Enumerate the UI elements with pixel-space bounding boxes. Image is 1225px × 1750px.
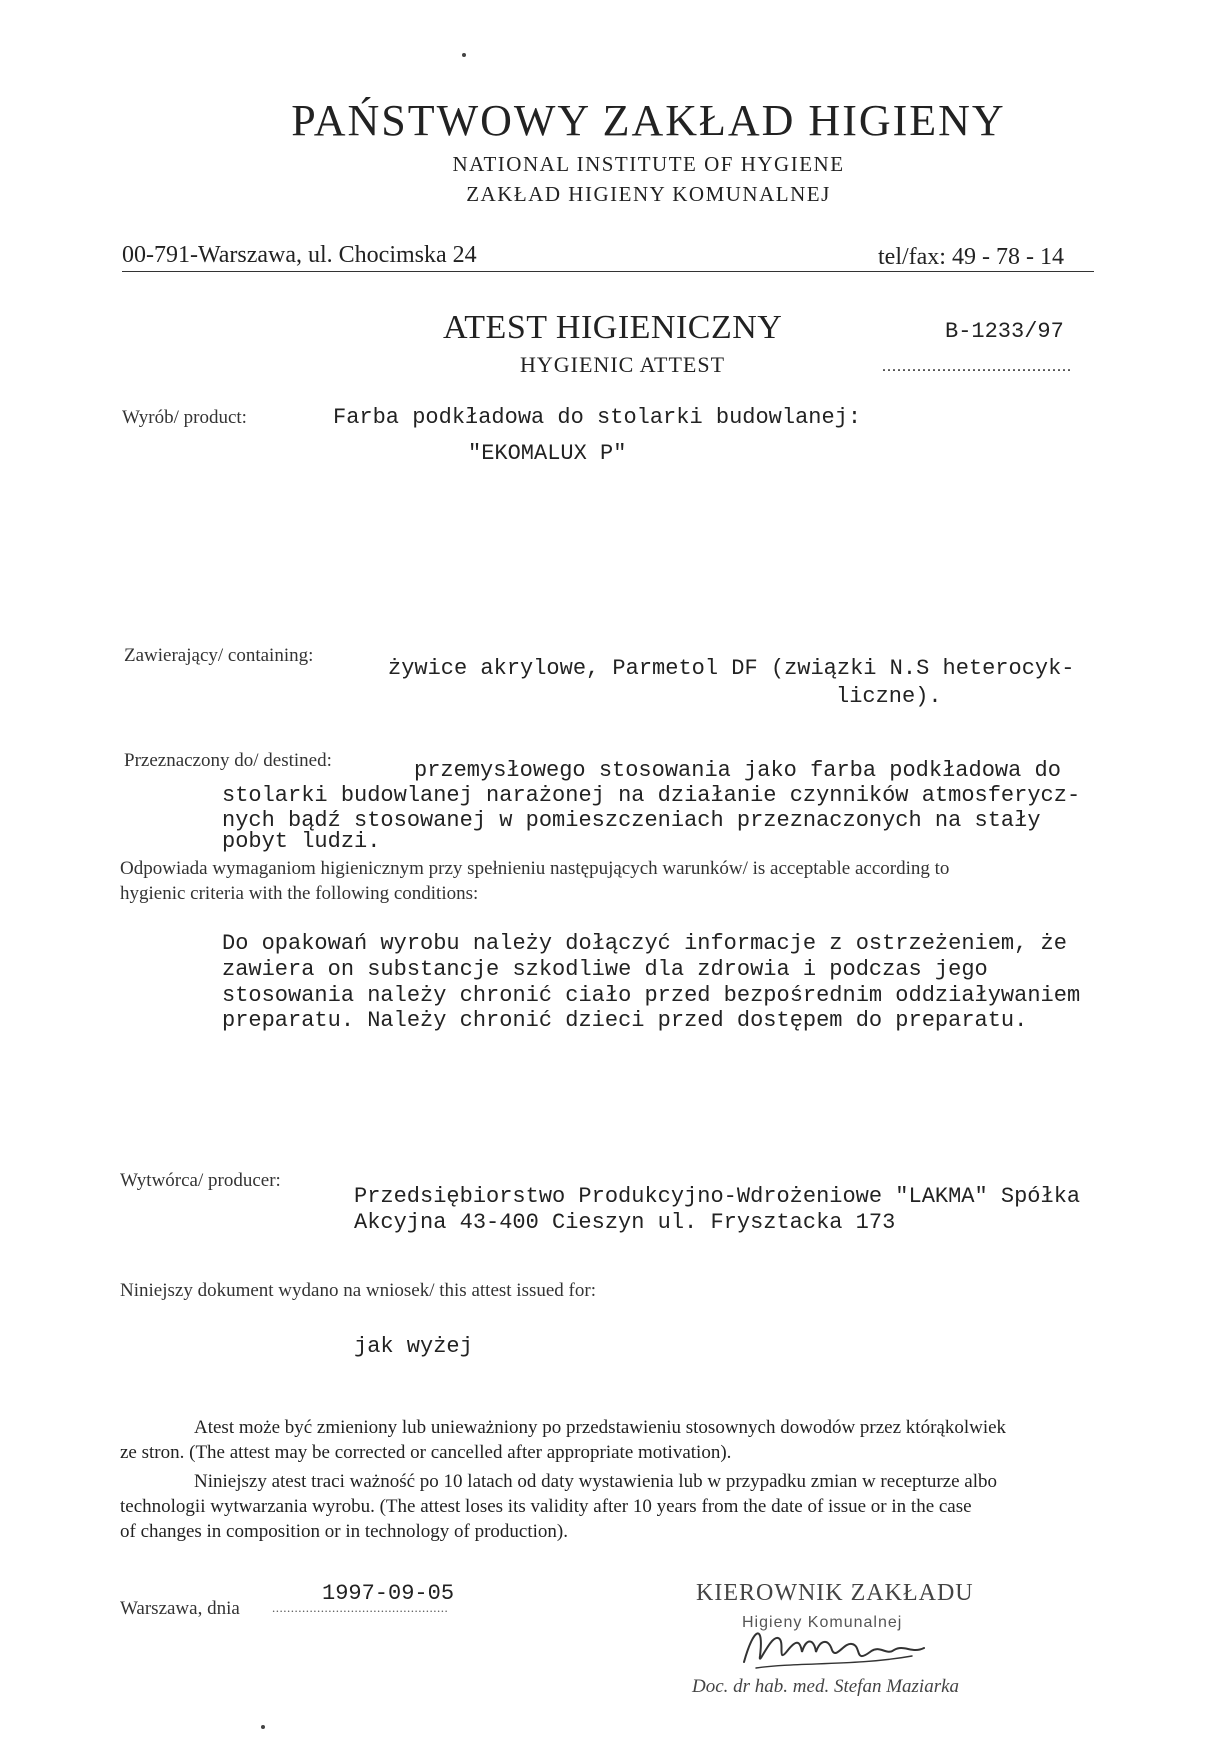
telfax: tel/fax: 49 - 78 - 14 — [878, 244, 1064, 270]
handwritten-signature — [736, 1616, 966, 1676]
note-line-4: technologii wytwarzania wyrobu. (The attest loses its validity after 10 years from the date of issue or in the case — [120, 1496, 972, 1517]
institute-name-en: NATIONAL INSTITUTE OF HYGIENE — [452, 152, 845, 176]
signatory-name: Doc. dr hab. med. Stefan Maziarka — [692, 1676, 960, 1697]
signature-title: KIEROWNIK ZAKŁADU — [696, 1580, 974, 1606]
conditions-intro-2: hygienic criteria with the following conditions: — [120, 883, 479, 904]
issued-value: jak wyżej — [354, 1334, 473, 1359]
header-rule — [122, 271, 1094, 272]
producer-line-1: Przedsiębiorstwo Produkcyjno-Wdrożeniowe "LAKMA" Spółka — [354, 1184, 1081, 1209]
containing-line-2: liczne). — [836, 684, 942, 709]
destined-line-1: przemysłowego stosowania jako farba podkładowa do — [414, 758, 1061, 783]
destined-label: Przeznaczony do/ destined: — [124, 750, 332, 771]
conditions-intro-1: Odpowiada wymaganiom higienicznym przy spełnieniu następujących warunków/ is acceptable according to — [120, 858, 950, 879]
attest-subtitle: HYGIENIC ATTEST — [520, 352, 726, 377]
issued-label: Niniejszy dokument wydano na wniosek/ this attest issued for: — [120, 1280, 596, 1301]
producer-label: Wytwórca/ producer: — [120, 1170, 281, 1191]
conditions-line-3: stosowania należy chronić ciało przed bezpośrednim oddziaływaniem — [222, 983, 1081, 1008]
conditions-line-4: preparatu. Należy chronić dzieci przed dostępem do preparatu. — [222, 1008, 1028, 1033]
scan-speck — [261, 1725, 265, 1729]
attest-title: ATEST HIGIENICZNY — [443, 309, 783, 346]
place-label: Warszawa, dnia — [120, 1598, 240, 1619]
product-line-1: Farba podkładowa do stolarki budowlanej: — [333, 405, 862, 430]
product-label: Wyrób/ product: — [122, 407, 247, 428]
attest-dotted-line: ...................................... — [882, 358, 1072, 375]
issue-date: 1997-09-05 — [322, 1581, 455, 1606]
note-line-3: Niniejszy atest traci ważność po 10 latach od daty wystawienia lub w przypadku zmian w recepturze albo — [194, 1471, 997, 1492]
destined-line-3: nych bądź stosowanej w pomieszczeniach przeznaczonych na stały — [222, 808, 1041, 833]
note-line-5: of changes in composition or in technology of production). — [120, 1521, 568, 1542]
note-line-1: Atest może być zmieniony lub unieważniony po przedstawieniu stosownych dowodów przez którąkolwiek — [194, 1417, 1007, 1438]
product-line-2: "EKOMALUX P" — [468, 441, 627, 466]
containing-label: Zawierający/ containing: — [124, 645, 314, 666]
containing-line-1: żywice akrylowe, Parmetol DF (związki N.S heterocyk- — [388, 656, 1075, 681]
scan-speck — [462, 53, 466, 57]
conditions-line-2: zawiera on substancje szkodliwe dla zdrowia i podczas jego — [222, 957, 988, 982]
producer-line-2: Akcyjna 43-400 Cieszyn ul. Frysztacka 173 — [354, 1210, 896, 1235]
conditions-line-1: Do opakowań wyrobu należy dołączyć informacje z ostrzeżeniem, że — [222, 931, 1067, 956]
destined-line-2: stolarki budowlanej narażonej na działanie czynników atmosferycz- — [222, 783, 1081, 808]
signature-unit: Higieny Komunalnej — [742, 1614, 903, 1631]
note-line-2: ze stron. (The attest may be corrected or cancelled after appropriate motivation). — [120, 1442, 732, 1463]
department-name: ZAKŁAD HIGIENY KOMUNALNEJ — [466, 182, 831, 206]
date-dotted-line: ............................................... — [272, 1600, 449, 1615]
institute-name-pl: PAŃSTWOWY ZAKŁAD HIGIENY — [291, 96, 1006, 145]
destined-line-4: pobyt ludzi. — [222, 829, 381, 854]
attest-number: B-1233/97 — [945, 319, 1064, 344]
address: 00-791-Warszawa, ul. Chocimska 24 — [122, 242, 477, 268]
